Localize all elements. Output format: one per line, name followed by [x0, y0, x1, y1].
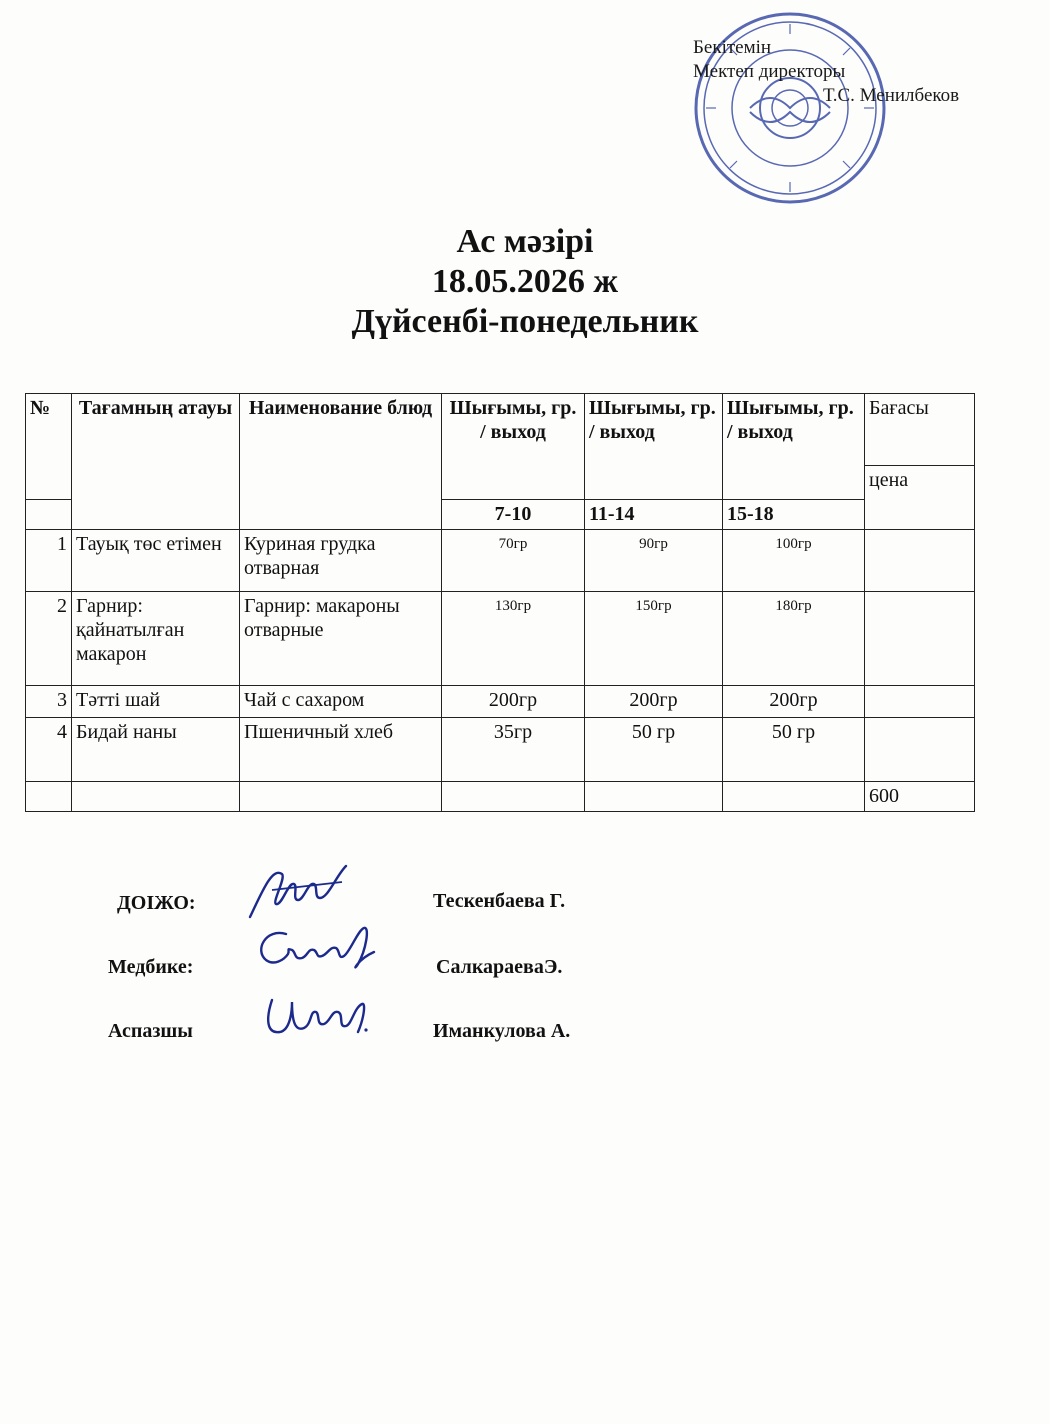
output-11-14: 200гр — [585, 686, 723, 718]
total-price: 600 — [865, 782, 975, 812]
header-number: № — [26, 394, 72, 500]
dish-name-kz: Бидай наны — [72, 718, 240, 782]
header-dish-ru: Наименование блюд — [240, 394, 442, 530]
blank-cell — [72, 782, 240, 812]
signatures-block — [0, 880, 1050, 1060]
approval-line-1: Бекітемін — [693, 37, 772, 58]
approval-block — [693, 36, 959, 108]
approval-line-2: Мектеп директоры — [693, 61, 846, 82]
signature-name-nurse: СалкараеваЭ. — [436, 956, 563, 978]
row-number: 4 — [26, 718, 72, 782]
dish-name-ru: Гарнир: макароны отварные — [240, 592, 442, 686]
dish-name-ru: Пшеничный хлеб — [240, 718, 442, 782]
output-7-10: 130гр — [442, 592, 585, 686]
blank-cell — [26, 782, 72, 812]
blank-cell — [723, 782, 865, 812]
header-age-1: 7-10 — [442, 500, 585, 530]
price-cell — [865, 718, 975, 782]
header-dish-kz: Тағамның атауы — [72, 394, 240, 530]
output-7-10: 35гр — [442, 718, 585, 782]
signature-mark-nurse — [246, 920, 386, 980]
dish-name-kz: Гарнир: қайнатылған макарон — [72, 592, 240, 686]
dish-name-kz: Тәтті шай — [72, 686, 240, 718]
dish-name-ru: Чай с сахаром — [240, 686, 442, 718]
table-row — [26, 686, 975, 718]
total-row — [26, 782, 975, 812]
row-number: 3 — [26, 686, 72, 718]
header-output-3: Шығымы, гр. / выход — [723, 394, 865, 500]
title-date: 18.05.2026 ж — [431, 263, 619, 300]
row-number: 2 — [26, 592, 72, 686]
price-cell — [865, 530, 975, 592]
output-15-18: 100гр — [723, 530, 865, 592]
signature-name-dozho: Тескенбаева Г. — [433, 890, 566, 912]
dish-name-ru: Куриная грудка отварная — [240, 530, 442, 592]
header-age-2: 11-14 — [585, 500, 723, 530]
header-price-kz: Бағасы — [865, 394, 975, 466]
table-row — [26, 718, 975, 782]
price-cell — [865, 592, 975, 686]
title-menu: Ас мәзірі — [456, 223, 594, 260]
output-7-10: 200гр — [442, 686, 585, 718]
header-output-2: Шығымы, гр. / выход — [585, 394, 723, 500]
output-11-14: 50 гр — [585, 718, 723, 782]
table-row — [26, 592, 975, 686]
director-name: Т.С. Менилбеков — [823, 85, 960, 106]
menu-table — [25, 393, 975, 812]
blank-cell — [585, 782, 723, 812]
header-age-3: 15-18 — [723, 500, 865, 530]
row-number: 1 — [26, 530, 72, 592]
price-cell — [865, 686, 975, 718]
blank-cell — [240, 782, 442, 812]
blank-cell — [442, 782, 585, 812]
dish-name-kz: Тауық төс етімен — [72, 530, 240, 592]
output-11-14: 90гр — [585, 530, 723, 592]
page-title — [0, 222, 1050, 342]
signature-mark-cook — [258, 988, 378, 1048]
table-row — [26, 530, 975, 592]
output-15-18: 50 гр — [723, 718, 865, 782]
signature-role-dozho: ДОІЖО: — [117, 892, 196, 914]
output-15-18: 200гр — [723, 686, 865, 718]
header-output-1: Шығымы, гр. / выход — [442, 394, 585, 500]
output-11-14: 150гр — [585, 592, 723, 686]
title-weekday: Дүйсенбі-понедельник — [351, 303, 699, 340]
header-price-ru: цена — [865, 466, 975, 530]
header-number-blank — [26, 500, 72, 530]
signature-mark-dozho — [242, 862, 352, 922]
signature-role-cook: Аспазшы — [108, 1020, 193, 1042]
output-7-10: 70гр — [442, 530, 585, 592]
output-15-18: 180гр — [723, 592, 865, 686]
signature-role-nurse: Медбике: — [108, 956, 194, 978]
signature-name-cook: Иманкулова А. — [433, 1020, 571, 1042]
